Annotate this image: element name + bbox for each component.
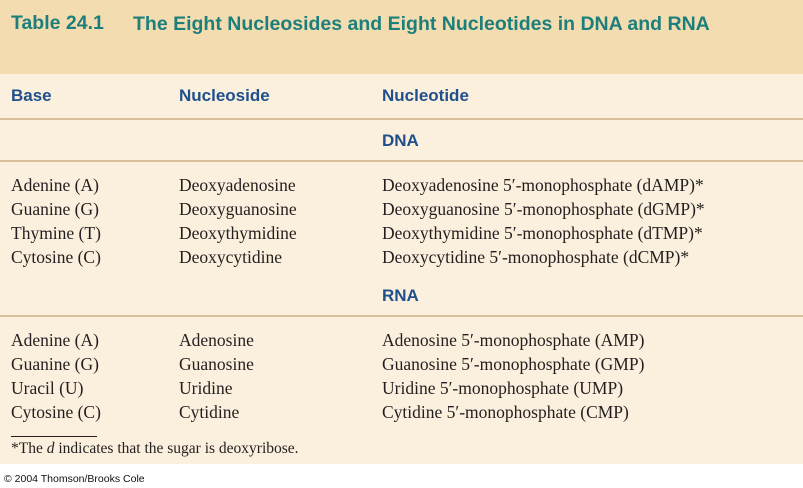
nucleotide-cell: Deoxythymidine 5′-monophosphate (dTMP)* [382, 223, 703, 243]
table-title: The Eight Nucleosides and Eight Nucleotides in DNA and RNA [133, 13, 710, 35]
section-label-rna: RNA [382, 286, 419, 305]
nucleoside-cell: Deoxyadenosine [179, 175, 296, 195]
nucleotide-cell: Deoxyadenosine 5′-monophosphate (dAMP)* [382, 175, 704, 195]
nucleoside-cell: Deoxythymidine [179, 223, 297, 243]
nucleoside-cell: Cytidine [179, 402, 240, 422]
table-title-band [0, 0, 803, 74]
nucleotide-cell: Deoxycytidine 5′-monophosphate (dCMP)* [382, 247, 690, 267]
column-header-nucleoside: Nucleoside [179, 86, 270, 105]
base-cell: Cytosine (C) [11, 247, 101, 267]
base-cell: Adenine (A) [11, 175, 99, 195]
nucleoside-cell: Adenosine [179, 330, 254, 350]
nucleotide-cell: Guanosine 5′-monophosphate (GMP) [382, 354, 645, 374]
base-cell: Adenine (A) [11, 330, 99, 350]
header-divider [0, 118, 803, 120]
footnote [11, 440, 299, 458]
nucleotide-cell: Cytidine 5′-monophosphate (CMP) [382, 402, 629, 422]
nucleotide-cell: Uridine 5′-monophosphate (UMP) [382, 378, 624, 398]
table-row [0, 175, 803, 199]
table-row [0, 199, 803, 223]
table-row [0, 223, 803, 247]
table-row [0, 247, 803, 271]
section-divider-rna [0, 315, 803, 317]
table-row [0, 378, 803, 402]
table-row [0, 402, 803, 426]
footnote-italic: d [46, 440, 55, 457]
nucleoside-cell: Deoxyguanosine [179, 199, 297, 219]
base-cell: Guanine (G) [11, 354, 99, 374]
nucleoside-cell: Deoxycytidine [179, 247, 283, 267]
nucleoside-cell: Uridine [179, 378, 233, 398]
base-cell: Guanine (G) [11, 199, 99, 219]
base-cell: Cytosine (C) [11, 402, 101, 422]
section-divider-dna [0, 160, 803, 162]
nucleoside-cell: Guanosine [179, 354, 254, 374]
table-row [0, 330, 803, 354]
nucleotide-cell: Deoxyguanosine 5′-monophosphate (dGMP)* [382, 199, 705, 219]
section-label-dna: DNA [382, 131, 419, 150]
copyright-credit: © 2004 Thomson/Brooks Cole [4, 473, 145, 485]
table-label: Table 24.1 [11, 12, 104, 34]
table-row [0, 354, 803, 378]
base-cell: Uracil (U) [11, 378, 84, 398]
footnote-prefix: *The [11, 440, 47, 457]
column-header-base: Base [11, 86, 52, 105]
nucleotide-cell: Adenosine 5′-monophosphate (AMP) [382, 330, 645, 350]
footnote-rule [11, 436, 97, 437]
footnote-suffix: indicates that the sugar is deoxyribose. [54, 440, 299, 457]
base-cell: Thymine (T) [11, 223, 101, 243]
column-header-nucleotide: Nucleotide [382, 86, 469, 105]
